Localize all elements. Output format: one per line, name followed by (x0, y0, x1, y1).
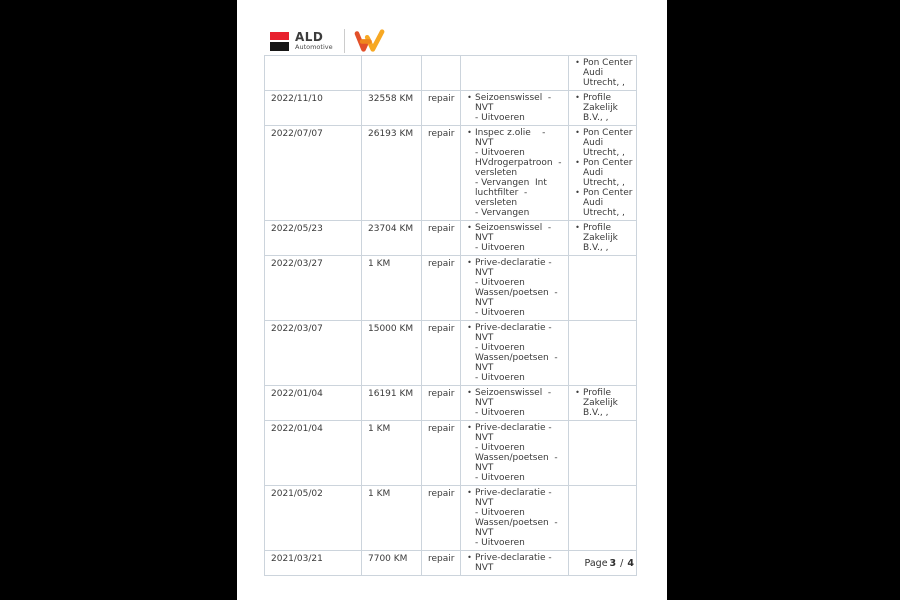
cell-date: 2022/07/07 (265, 126, 362, 221)
description-bullet-item (464, 93, 565, 123)
cell-description (461, 421, 569, 486)
cell-description (461, 486, 569, 551)
bullet-icon: • (575, 223, 580, 232)
cell-odometer: 1 KM (362, 421, 422, 486)
bullet-icon: • (467, 323, 472, 332)
cell-description (461, 126, 569, 221)
cell-type: repair (422, 126, 461, 221)
cell-description (461, 56, 569, 91)
bullet-icon: • (575, 93, 580, 102)
text-line: - Uitvoeren (475, 308, 525, 318)
total-page-number: 4 (627, 558, 634, 569)
text-line: Prive-declaratie - (475, 553, 552, 563)
cell-date: 2022/05/23 (265, 221, 362, 256)
supplier-bullet-item (572, 93, 633, 123)
text-line: - Uitvoeren (475, 278, 525, 288)
table-row (265, 256, 637, 321)
ald-logo-name: ALD (295, 30, 324, 44)
text-line: NVT (475, 563, 494, 573)
description-lines (475, 423, 565, 483)
text-line: B.V., , (583, 243, 609, 253)
cell-supplier (569, 126, 637, 221)
cell-odometer: 1 KM (362, 256, 422, 321)
page-separator: / (620, 558, 624, 569)
cell-description (461, 321, 569, 386)
bullet-icon: • (467, 128, 472, 137)
text-line: NVT (475, 398, 494, 408)
page-label: Page (584, 558, 608, 569)
cell-description (461, 221, 569, 256)
cell-supplier (569, 421, 637, 486)
text-line: NVT (475, 103, 494, 113)
text-line: Audi (583, 198, 604, 208)
cell-supplier (569, 91, 637, 126)
supplier-lines (583, 128, 633, 158)
table-row (265, 486, 637, 551)
cell-odometer: 16191 KM (362, 386, 422, 421)
table-row (265, 56, 637, 91)
description-bullet-item (464, 258, 565, 318)
text-line: - Uitvoeren (475, 538, 525, 548)
text-line: - Vervangen (475, 208, 530, 218)
description-bullet-item (464, 128, 565, 218)
text-line: Wassen/poetsen - (475, 453, 558, 463)
bullet-icon: • (467, 488, 472, 497)
brand-header (270, 27, 386, 55)
text-line: Profile (583, 388, 611, 398)
page-number-footer (264, 558, 636, 569)
description-lines (475, 388, 565, 418)
supplier-bullet-item (572, 158, 633, 188)
bullet-icon: • (575, 188, 580, 197)
text-line: NVT (475, 528, 494, 538)
description-lines (475, 223, 565, 253)
text-line: - Uitvoeren (475, 113, 525, 123)
table-row (265, 221, 637, 256)
bullet-icon: • (575, 128, 580, 137)
cell-date: 2021/05/02 (265, 486, 362, 551)
description-bullet-item (464, 488, 565, 548)
text-line: Utrecht, , (583, 178, 625, 188)
text-line: - Uitvoeren (475, 443, 525, 453)
cell-supplier (569, 56, 637, 91)
cell-supplier (569, 386, 637, 421)
text-line: Audi (583, 68, 604, 78)
cell-odometer: 15000 KM (362, 321, 422, 386)
text-line: Utrecht, , (583, 78, 625, 88)
text-line: Profile (583, 223, 611, 233)
description-bullet-item (464, 223, 565, 253)
text-line: Wassen/poetsen - (475, 353, 558, 363)
bullet-icon: • (575, 388, 580, 397)
cell-date: 2021/03/21 (265, 551, 362, 576)
text-line: Prive-declaratie - (475, 323, 552, 333)
table-row (265, 321, 637, 386)
bullet-icon: • (467, 388, 472, 397)
text-line: Prive-declaratie - (475, 258, 552, 268)
cell-supplier (569, 321, 637, 386)
brand-divider (344, 29, 345, 53)
text-line: Prive-declaratie - (475, 423, 552, 433)
text-line: NVT (475, 233, 494, 243)
cell-date: 2022/01/04 (265, 421, 362, 486)
text-line: Pon Center (583, 188, 633, 198)
supplier-lines (583, 223, 633, 253)
description-lines (475, 488, 565, 548)
description-lines (475, 93, 565, 123)
text-line: B.V., , (583, 408, 609, 418)
text-line: - Uitvoeren (475, 343, 525, 353)
van-mossel-w-logo (354, 28, 386, 54)
cell-date (265, 56, 362, 91)
text-line: NVT (475, 333, 494, 343)
cell-odometer: 32558 KM (362, 91, 422, 126)
cell-odometer (362, 56, 422, 91)
document-page (237, 0, 667, 600)
current-page-number: 3 (609, 558, 617, 569)
supplier-bullet-item (572, 223, 633, 253)
supplier-bullet-item (572, 128, 633, 158)
text-line: Pon Center (583, 58, 633, 68)
description-lines (475, 128, 565, 218)
text-line: Utrecht, , (583, 208, 625, 218)
text-line: NVT (475, 463, 494, 473)
cell-type: repair (422, 256, 461, 321)
cell-odometer: 26193 KM (362, 126, 422, 221)
text-line: Prive-declaratie - (475, 488, 552, 498)
bullet-icon: • (467, 223, 472, 232)
cell-odometer: 7700 KM (362, 551, 422, 576)
text-line: - Uitvoeren (475, 373, 525, 383)
text-line: - Uitvoeren (475, 473, 525, 483)
cell-date: 2022/03/27 (265, 256, 362, 321)
text-line: - Uitvoeren (475, 243, 525, 253)
cell-description (461, 91, 569, 126)
supplier-bullet-item (572, 388, 633, 418)
text-line: Seizoenswissel - (475, 93, 552, 103)
text-line: Wassen/poetsen - (475, 288, 558, 298)
text-line: - Vervangen Int (475, 178, 547, 188)
description-bullet-item (464, 323, 565, 383)
text-line: - Uitvoeren (475, 508, 525, 518)
bullet-icon: • (467, 423, 472, 432)
text-line: NVT (475, 298, 494, 308)
cell-date: 2022/01/04 (265, 386, 362, 421)
table-row (265, 126, 637, 221)
supplier-lines (583, 388, 633, 418)
description-lines (475, 258, 565, 318)
supplier-bullet-item (572, 188, 633, 218)
text-line: Audi (583, 168, 604, 178)
supplier-bullet-item (572, 58, 633, 88)
text-line: Zakelijk (583, 233, 618, 243)
table-row (265, 421, 637, 486)
description-bullet-item (464, 423, 565, 483)
text-line: - Uitvoeren (475, 408, 525, 418)
cell-type: repair (422, 551, 461, 576)
text-line: - Uitvoeren (475, 148, 525, 158)
bullet-icon: • (467, 553, 472, 562)
cell-description (461, 386, 569, 421)
text-line: Utrecht, , (583, 148, 625, 158)
ald-logo-text (295, 31, 333, 51)
text-line: Audi (583, 138, 604, 148)
cell-type: repair (422, 486, 461, 551)
ald-logo-icon (270, 32, 289, 51)
cell-date: 2022/11/10 (265, 91, 362, 126)
text-line: B.V., , (583, 113, 609, 123)
cell-type: repair (422, 386, 461, 421)
cell-type: repair (422, 91, 461, 126)
text-line: Seizoenswissel - (475, 223, 552, 233)
maintenance-table-body (265, 56, 637, 576)
maintenance-history-table (264, 55, 637, 576)
bullet-icon: • (467, 258, 472, 267)
cell-type: repair (422, 221, 461, 256)
ald-logo-subtitle: Automotive (295, 43, 333, 51)
supplier-lines (583, 158, 633, 188)
text-line: NVT (475, 363, 494, 373)
description-bullet-item (464, 388, 565, 418)
text-line: luchtfilter - versleten (475, 188, 531, 208)
description-lines (475, 323, 565, 383)
cell-type: repair (422, 421, 461, 486)
text-line: Profile (583, 93, 611, 103)
cell-supplier (569, 486, 637, 551)
text-line: Zakelijk (583, 398, 618, 408)
text-line: Inspec z.olie - NVT (475, 128, 549, 148)
cell-supplier (569, 256, 637, 321)
bullet-icon: • (575, 58, 580, 67)
cell-type: repair (422, 321, 461, 386)
supplier-lines (583, 58, 633, 88)
bullet-icon: • (467, 93, 472, 102)
table-row (265, 386, 637, 421)
cell-odometer: 23704 KM (362, 221, 422, 256)
text-line: NVT (475, 268, 494, 278)
cell-description (461, 256, 569, 321)
cell-type (422, 56, 461, 91)
text-line: NVT (475, 433, 494, 443)
cell-date: 2022/03/07 (265, 321, 362, 386)
supplier-lines (583, 188, 633, 218)
supplier-lines (583, 93, 633, 123)
text-line: NVT (475, 498, 494, 508)
text-line: Wassen/poetsen - (475, 518, 558, 528)
text-line: versleten (475, 168, 518, 178)
table-row (265, 91, 637, 126)
text-line: Pon Center (583, 158, 633, 168)
text-line: Zakelijk (583, 103, 618, 113)
cell-odometer: 1 KM (362, 486, 422, 551)
text-line: Pon Center (583, 128, 633, 138)
bullet-icon: • (575, 158, 580, 167)
cell-supplier (569, 221, 637, 256)
text-line: HVdrogerpatroon - (475, 158, 562, 168)
text-line: Seizoenswissel - (475, 388, 552, 398)
